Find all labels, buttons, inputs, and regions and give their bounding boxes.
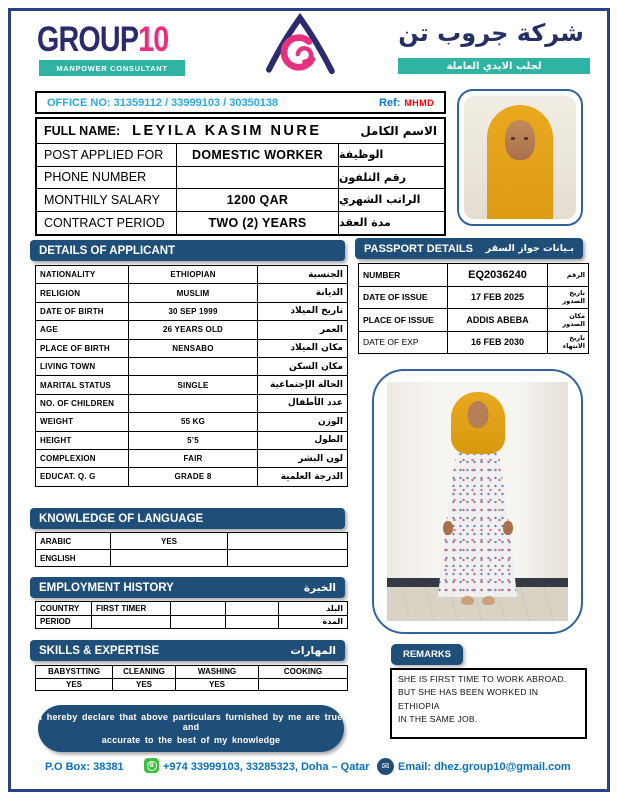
dob-label: DATE OF BIRTH <box>36 302 129 320</box>
phone-number-label: PHONE NUMBER <box>37 167 177 189</box>
monthly-salary-row <box>37 189 444 212</box>
living-town-value <box>129 357 258 375</box>
table-row <box>36 302 348 320</box>
passport-issue-place-value: ADDIS ABEBA <box>448 309 548 332</box>
table-row <box>36 449 348 467</box>
applicant-fullbody-photo <box>372 369 583 634</box>
table-row <box>36 376 348 394</box>
declaration-banner <box>38 705 344 752</box>
passport-number-arabic: الرقم <box>548 264 589 287</box>
remarks-line3: IN THE SAME JOB. <box>398 713 478 724</box>
ref-label: Ref: <box>379 96 401 109</box>
table-row <box>36 339 348 357</box>
dob-arabic: تاريخ الميلاد <box>258 302 348 320</box>
figure-foot-right <box>482 596 495 605</box>
applicant-details-header <box>30 240 345 261</box>
children-arabic: عدد الأطفال <box>258 394 348 412</box>
applicant-headshot-photo <box>457 89 583 226</box>
contract-period-value: TWO (2) YEARS <box>177 212 339 235</box>
full-name-value: LEYILA KASIM NURE <box>132 123 322 139</box>
passport-number-label: NUMBER <box>359 264 448 287</box>
complexion-value: FAIR <box>129 449 258 467</box>
living-town-arabic: مكان السكن <box>258 357 348 375</box>
logo-group-text: GROUP <box>37 20 139 59</box>
skills-title-arabic: المهارات <box>290 644 336 657</box>
pobox-text: P.O Box: 38381 <box>45 761 124 773</box>
figure-hand-right <box>503 521 513 535</box>
office-number-bar <box>35 91 446 114</box>
arabic-language-value: YES <box>111 533 228 550</box>
table-row <box>359 309 589 332</box>
skill-washing-label: WASHING <box>176 666 259 679</box>
employment-title-arabic: الخبرة <box>303 581 336 594</box>
headshot-eye-left <box>511 137 515 140</box>
table-row <box>36 550 348 567</box>
ref-value: MHMD <box>404 97 434 108</box>
full-name-arabic: الاسم الكامل <box>360 124 437 138</box>
country-cell4 <box>226 602 279 616</box>
skill-washing-value: YES <box>176 678 259 691</box>
passport-title-arabic: بـيانات جواز السقر <box>485 243 574 254</box>
table-row <box>359 331 589 354</box>
table-row <box>359 264 589 287</box>
pob-label: PLACE OF BIRTH <box>36 339 129 357</box>
botim-letter: B <box>147 761 157 771</box>
headshot-illustration <box>464 96 576 219</box>
table-row <box>36 666 348 679</box>
marital-status-arabic: الحالة الإجتماعية <box>258 376 348 394</box>
contract-period-label: CONTRACT PERIOD <box>37 212 177 235</box>
remarks-line2: BUT SHE HAS BEEN WORKED IN ETHIOPIA <box>398 687 539 711</box>
skill-cooking-label: COOKING <box>259 666 348 679</box>
email-icon: ✉ <box>377 758 394 775</box>
table-row <box>36 321 348 339</box>
country-value: FIRST TIMER <box>92 602 171 616</box>
post-applied-label: POST APPLIED FOR <box>37 144 177 166</box>
language-title: KNOWLEDGE OF LANGUAGE <box>39 512 204 525</box>
skill-cleaning-value: YES <box>113 678 176 691</box>
period-label: PERIOD <box>36 615 92 629</box>
monthly-salary-value: 1200 QAR <box>177 189 339 211</box>
age-arabic: العمر <box>258 321 348 339</box>
table-row <box>36 394 348 412</box>
passport-expiry-value: 16 FEB 2030 <box>448 331 548 354</box>
office-numbers: OFFICE NO: 31359112 / 33999103 / 30350138 <box>47 96 279 109</box>
post-applied-value: DOMESTIC WORKER <box>177 144 339 166</box>
passport-header <box>355 238 583 259</box>
passport-number-value: EQ2036240 <box>448 264 548 287</box>
contract-period-arabic: مدة العقد <box>339 216 391 230</box>
period-cell4 <box>226 615 279 629</box>
declaration-line1: I hereby declare that above particulars furnished by me are true and <box>39 712 343 732</box>
group10-logo <box>37 22 168 57</box>
education-value: GRADE 8 <box>129 468 258 486</box>
table-row <box>359 286 589 309</box>
english-language-label: ENGLISH <box>36 550 111 567</box>
period-value <box>92 615 171 629</box>
passport-title: PASSPORT DETAILS <box>364 242 473 255</box>
marital-status-label: MARITAL STATUS <box>36 376 129 394</box>
passport-expiry-arabic: تاريخ الانتهاء <box>548 331 589 354</box>
full-name-row <box>37 119 444 144</box>
religion-value: MUSLIM <box>129 284 258 302</box>
phone-number-row <box>37 167 444 190</box>
employment-table <box>35 601 348 629</box>
email-text: Email: dhez.group10@gmail.com <box>398 761 571 773</box>
complexion-arabic: لون البشر <box>258 449 348 467</box>
passport-issue-place-label: PLACE OF ISSUE <box>359 309 448 332</box>
phone-number-value <box>177 167 339 189</box>
table-row <box>36 602 348 616</box>
weight-value: 55 KG <box>129 413 258 431</box>
botim-phone-app-icon <box>144 758 159 773</box>
skill-babysitting-value: YES <box>36 678 113 691</box>
education-label: EDUCAT. Q. G <box>36 468 129 486</box>
phone-number-arabic: رقم التلفون <box>339 170 407 184</box>
height-value: 5’5 <box>129 431 258 449</box>
period-cell3 <box>171 615 226 629</box>
full-name-label: FULL NAME: <box>44 124 121 138</box>
remarks-line1: SHE IS FIRST TIME TO WORK ABROAD. <box>398 674 567 684</box>
company-name-arabic: شركة جروب تن <box>398 19 584 47</box>
table-row <box>36 431 348 449</box>
nationality-arabic: الجنسية <box>258 266 348 284</box>
age-label: AGE <box>36 321 129 339</box>
declaration-line2: accurate to the best of my knowledge <box>101 735 281 745</box>
skills-table <box>35 665 348 691</box>
figure-face <box>467 401 488 428</box>
main-info-table <box>35 117 446 236</box>
nationality-label: NATIONALITY <box>36 266 129 284</box>
figure-hand-left <box>443 521 453 535</box>
employment-title: EMPLOYMENT HISTORY <box>39 581 174 594</box>
figure-foot-left <box>461 596 474 605</box>
skills-title: SKILLS & EXPERTISE <box>39 644 160 657</box>
education-arabic: الدرجة العلمية <box>258 468 348 486</box>
remarks-header <box>391 644 463 665</box>
skills-header <box>30 640 345 661</box>
table-row <box>36 468 348 486</box>
skill-babysitting-label: BABYSTTING <box>36 666 113 679</box>
remarks-title: REMARKS <box>402 649 452 660</box>
country-arabic: البلد <box>279 602 348 616</box>
period-arabic: المدة <box>279 615 348 629</box>
phone-numbers-text: +974 33999103, 33285323, Doha – Qatar <box>163 761 370 773</box>
nationality-value: ETHIOPIAN <box>129 266 258 284</box>
pob-value: NENSABO <box>129 339 258 357</box>
passport-issue-place-arabic: مكان الصدور <box>548 309 589 332</box>
dob-value: 30 SEP 1999 <box>129 302 258 320</box>
skill-cleaning-label: CLEANING <box>113 666 176 679</box>
skill-cooking-value <box>259 678 348 691</box>
monthly-salary-arabic: الراتب الشهري <box>339 193 421 207</box>
table-row <box>36 266 348 284</box>
passport-expiry-label: DATE OF EXP <box>359 331 448 354</box>
language-table <box>35 532 348 567</box>
passport-table <box>358 263 589 354</box>
headshot-eye-right <box>524 137 528 140</box>
complexion-label: COMPLEXION <box>36 449 129 467</box>
table-row <box>36 678 348 691</box>
post-applied-row <box>37 144 444 167</box>
droplet-logo-icon <box>263 12 337 86</box>
logo-ten-text: 10 <box>138 20 169 59</box>
age-value: 26 YEARS OLD <box>129 321 258 339</box>
religion-label: RELIGION <box>36 284 129 302</box>
pob-arabic: مكان الميلاد <box>258 339 348 357</box>
monthly-salary-label: MONTHILY SALARY <box>37 189 177 211</box>
employment-header <box>30 577 345 598</box>
children-value <box>129 394 258 412</box>
passport-issue-date-label: DATE OF ISSUE <box>359 286 448 309</box>
marital-status-value: SINGLE <box>129 376 258 394</box>
height-arabic: الطول <box>258 431 348 449</box>
logo-tagline: MANPOWER CONSULTANT <box>39 60 185 76</box>
passport-issue-date-value: 17 FEB 2025 <box>448 286 548 309</box>
living-town-label: LIVING TOWN <box>36 357 129 375</box>
weight-label: WEIGHT <box>36 413 129 431</box>
religion-arabic: الديانة <box>258 284 348 302</box>
headshot-face <box>505 120 535 160</box>
weight-arabic: الوزن <box>258 413 348 431</box>
contract-period-row <box>37 212 444 235</box>
children-label: NO. OF CHILDREN <box>36 394 129 412</box>
arabic-language-extra <box>228 533 348 550</box>
arabic-language-label: ARABIC <box>36 533 111 550</box>
country-cell3 <box>171 602 226 616</box>
table-row <box>36 413 348 431</box>
table-row <box>36 615 348 629</box>
height-label: HEIGHT <box>36 431 129 449</box>
photo-figure <box>428 392 528 607</box>
language-header <box>30 508 345 529</box>
company-tagline-arabic: لجلب الايدي العاملة <box>398 58 590 74</box>
table-row <box>36 357 348 375</box>
applicant-details-table <box>35 265 348 487</box>
post-applied-arabic: الوظيفة <box>339 148 384 162</box>
table-row <box>36 284 348 302</box>
table-row <box>36 533 348 550</box>
country-label: COUNTRY <box>36 602 92 616</box>
passport-issue-date-arabic: تاريخ الصدور <box>548 286 589 309</box>
applicant-details-title: DETAILS OF APPLICANT <box>39 244 176 257</box>
fullbody-illustration <box>387 382 568 621</box>
remarks-box <box>390 668 587 739</box>
english-language-extra <box>228 550 348 567</box>
english-language-value <box>111 550 228 567</box>
